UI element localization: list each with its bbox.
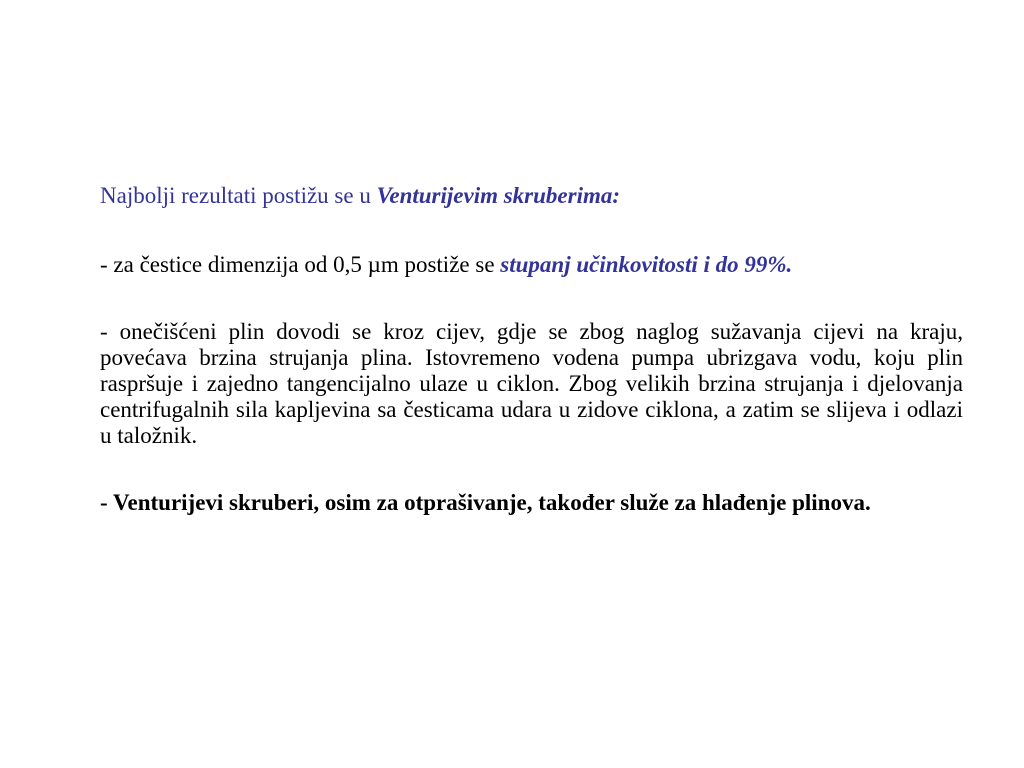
point1-text: - za čestice dimenzija od 0,5 µm postiže se [100, 252, 501, 277]
point3-text: - Venturijevi skruberi, osim za otprašivanje, također služe za hlađenje plinova. [100, 490, 871, 515]
point2-text: - onečišćeni plin dovodi se kroz cijev, gdje se zbog naglog sužavanja cijevi na kraju, povećava brzina strujanja plina. Istovremeno vodena pumpa ubrizgava vodu, koju plin raspršuje i zajedno tangencijalno ulaze u ciklon. Zbog velikih brzina strujanja i djelovanja centrifugalnih sila kapljevina sa česticama udara u zidove ciklona, a zatim se slijeva i odlazi u taložnik. [100, 319, 963, 448]
intro-emphasis: Venturijevim skruberima: [376, 183, 621, 208]
intro-text: Najbolji rezultati postižu se u [100, 183, 377, 208]
slide-content [100, 183, 963, 516]
point-process-description [100, 319, 963, 449]
point-gas-cooling [100, 490, 963, 516]
point1-emphasis: stupanj učinkovitosti i do 99%. [500, 252, 793, 277]
point-particle-efficiency [100, 252, 963, 278]
intro-paragraph [100, 183, 963, 209]
